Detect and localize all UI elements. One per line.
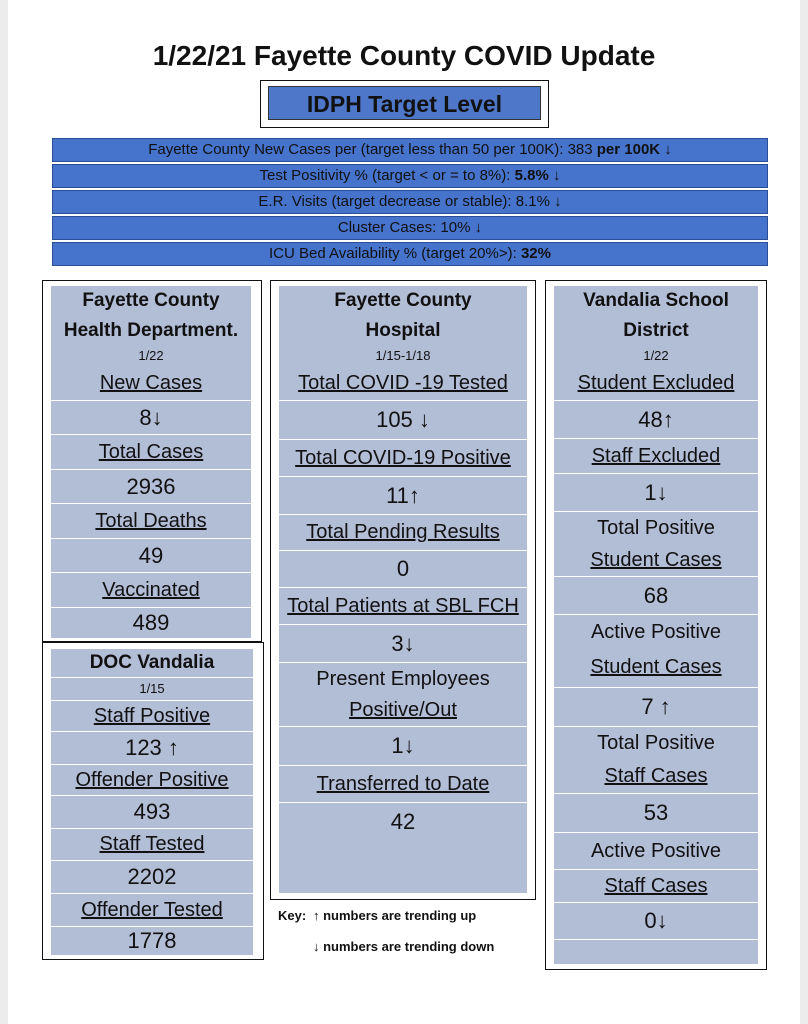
present-employees-label: Present Employees xyxy=(279,663,527,695)
school-title-2: District xyxy=(554,316,758,346)
offender-tested-label: Offender Tested xyxy=(51,894,253,926)
total-positive-staff-label: Total Positive xyxy=(554,727,758,759)
positive-out-label: Positive/Out xyxy=(279,695,527,726)
key-trending-down: ↓ numbers are trending down xyxy=(313,939,495,954)
active-positive-staff-cases-label: Staff Cases xyxy=(554,870,758,902)
student-excluded-label: Student Excluded xyxy=(554,366,758,400)
hospital-title-1: Fayette County xyxy=(279,286,527,316)
total-positive-value: 11↑ xyxy=(279,477,527,514)
target-level-label: IDPH Target Level xyxy=(268,86,541,120)
total-tested-label: Total COVID -19 Tested xyxy=(279,366,527,400)
total-tested-value: 105 ↓ xyxy=(279,401,527,439)
health-dept-title-2: Health Department. xyxy=(51,316,251,346)
total-cases-value: 2936 xyxy=(51,470,251,503)
offender-positive-value: 493 xyxy=(51,796,253,828)
active-positive-student-value: 7 ↑ xyxy=(554,688,758,726)
active-positive-student-label: Active Positive xyxy=(554,615,758,649)
transferred-value: 42 xyxy=(279,803,527,893)
staff-excluded-label: Staff Excluded xyxy=(554,439,758,473)
active-positive-staff-value: 0↓ xyxy=(554,903,758,939)
transferred-label: Transferred to Date xyxy=(279,766,527,802)
doc-title: DOC Vandalia xyxy=(51,649,253,677)
total-positive-staff-cases-label: Staff Cases xyxy=(554,759,758,793)
key-label: Key: xyxy=(278,908,307,923)
metric-new-cases: Fayette County New Cases per (target less than 50 per 100K): 383 per 100K ↓ xyxy=(52,138,768,162)
metrics-list xyxy=(52,138,768,268)
vaccinated-label: Vaccinated xyxy=(51,573,251,607)
school-empty-row xyxy=(554,940,758,964)
offender-tested-value: 1778 xyxy=(51,927,253,955)
staff-positive-value: 123 ↑ xyxy=(51,732,253,764)
metric-cluster-cases: Cluster Cases: 10% ↓ xyxy=(52,216,768,240)
school-date: 1/22 xyxy=(554,346,758,366)
total-positive-student-label: Total Positive xyxy=(554,512,758,544)
target-level-box xyxy=(260,80,549,128)
new-cases-label: New Cases xyxy=(51,366,251,400)
page-title: 1/22/21 Fayette County COVID Update xyxy=(152,40,656,71)
doc-date: 1/15 xyxy=(51,678,253,700)
total-deaths-value: 49 xyxy=(51,539,251,572)
school-district-panel xyxy=(545,280,767,970)
metric-icu-beds: ICU Bed Availability % (target 20%>): 32% xyxy=(52,242,768,266)
hospital-title-2: Hospital xyxy=(279,316,527,346)
health-dept-date: 1/22 xyxy=(51,346,251,366)
total-cases-label: Total Cases xyxy=(51,435,251,469)
metric-er-visits: E.R. Visits (target decrease or stable): 8.1% ↓ xyxy=(52,190,768,214)
hospital-panel xyxy=(270,280,536,900)
staff-tested-value: 2202 xyxy=(51,861,253,893)
staff-tested-label: Staff Tested xyxy=(51,829,253,860)
hospital-date: 1/15-1/18 xyxy=(279,346,527,366)
key-trending-up: ↑ numbers are trending up xyxy=(313,908,477,923)
staff-excluded-value: 1↓ xyxy=(554,474,758,511)
total-positive-staff-value: 53 xyxy=(554,794,758,832)
total-patients-label: Total Patients at SBL FCH xyxy=(279,588,527,624)
pending-results-label: Total Pending Results xyxy=(279,515,527,550)
vaccinated-value: 489 xyxy=(51,608,251,638)
total-positive-label: Total COVID-19 Positive xyxy=(279,440,527,476)
new-cases-value: 8↓ xyxy=(51,401,251,434)
offender-positive-label: Offender Positive xyxy=(51,765,253,795)
active-positive-staff-label: Active Positive xyxy=(554,833,758,869)
doc-vandalia-panel xyxy=(42,642,264,960)
school-title-1: Vandalia School xyxy=(554,286,758,316)
staff-positive-label: Staff Positive xyxy=(51,701,253,731)
present-employees-value: 1↓ xyxy=(279,727,527,765)
pending-results-value: 0 xyxy=(279,551,527,587)
active-positive-student-cases-label: Student Cases xyxy=(554,649,758,687)
total-positive-student-value: 68 xyxy=(554,577,758,614)
metric-test-positivity: Test Positivity % (target < or = to 8%): 5.8% ↓ xyxy=(52,164,768,188)
health-department-panel xyxy=(42,280,262,642)
total-positive-student-cases-label: Student Cases xyxy=(554,544,758,576)
health-dept-title-1: Fayette County xyxy=(51,286,251,316)
student-excluded-value: 48↑ xyxy=(554,401,758,438)
total-patients-value: 3↓ xyxy=(279,625,527,662)
total-deaths-label: Total Deaths xyxy=(51,504,251,538)
